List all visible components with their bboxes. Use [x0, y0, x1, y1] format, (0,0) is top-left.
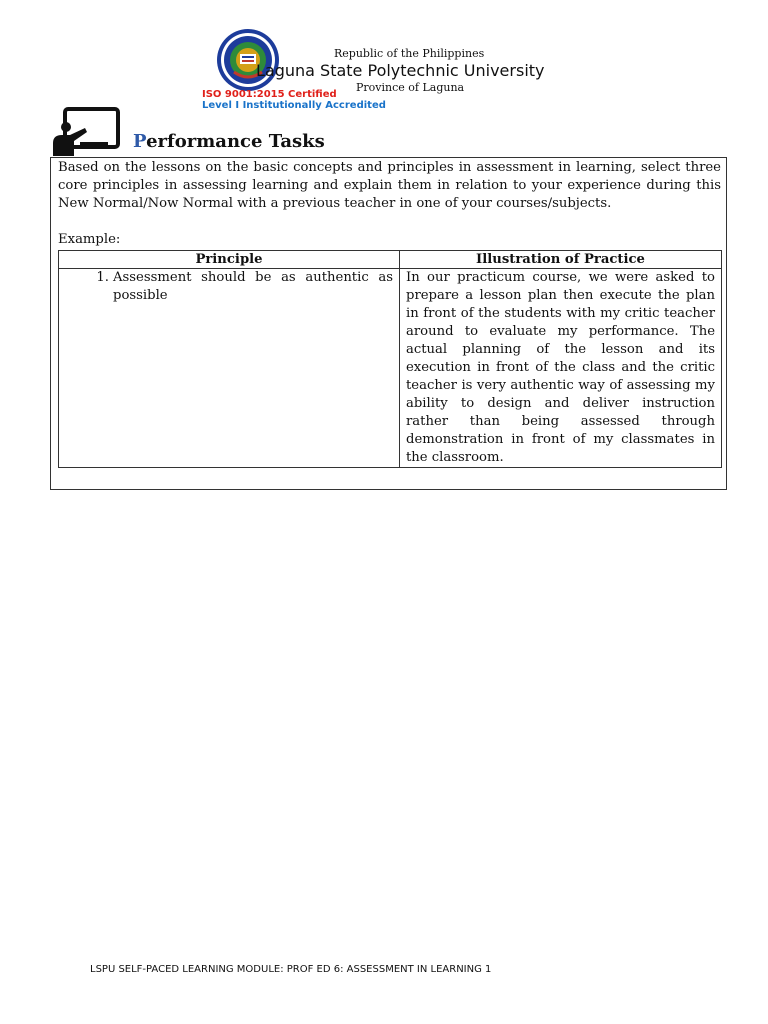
example-table: [58, 250, 722, 468]
university-seal-icon: [216, 28, 280, 92]
iso-certification: ISO 9001:2015 Certified: [202, 89, 337, 100]
table-header-row: [59, 251, 722, 269]
principle-cell: [59, 269, 400, 468]
column-header-practice: Illustration of Practice: [400, 251, 722, 269]
table-row: [59, 269, 722, 468]
university-name: Laguna State Polytechnic University: [256, 61, 545, 80]
principle-text: Assessment should be as authentic as possible: [113, 270, 393, 303]
section-title-rest: erformance Tasks: [146, 131, 325, 152]
province-label: Province of Laguna: [356, 81, 465, 94]
accreditation-label: Level I Institutionally Accredited: [202, 100, 386, 111]
example-label: Example:: [58, 232, 121, 247]
principle-list-item: [59, 269, 393, 305]
principle-number: 1.: [96, 270, 109, 285]
section-title-initial: P: [133, 131, 147, 152]
section-title: [133, 131, 325, 152]
republic-label: Republic of the Philippines: [334, 47, 485, 60]
column-header-principle: Principle: [59, 251, 400, 269]
teacher-presentation-icon: [52, 106, 122, 158]
page-footer: LSPU SELF-PACED LEARNING MODULE: PROF ED 6: ASSESSMENT IN LEARNING 1: [90, 964, 492, 975]
page-header: [0, 0, 768, 120]
practice-cell: In our practicum course, we were asked to prepare a lesson plan then execute the plan in front of the students with my critic teacher around to evaluate my performance. The actual planning of the lesson and its execution in front of the class and the critic teacher is very authentic way of assessing my ability to design and deliver instruction rather than being assessed through demonstration in front of my classmates in the classroom.: [400, 269, 722, 468]
task-box: [50, 157, 727, 490]
task-instructions: Based on the lessons on the basic concepts and principles in assessment in learning, select three core principles in assessing learning and explain them in relation to your experience during this New Normal/Now Normal with a previous teacher in one of your courses/subjects.: [58, 160, 721, 211]
